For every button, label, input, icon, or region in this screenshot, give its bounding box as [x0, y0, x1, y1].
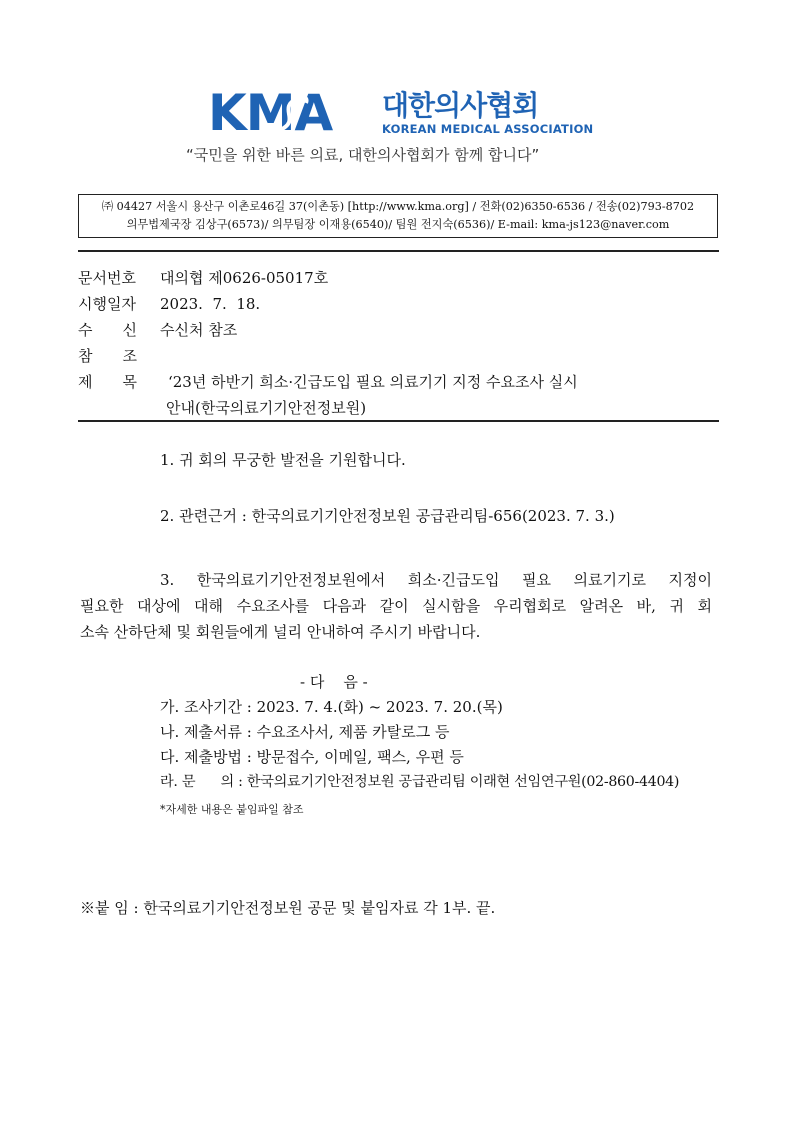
- item-documents: 나. 제출서류 : 수요조사서, 제품 카탈로그 등: [160, 723, 450, 741]
- recipient-row: [78, 320, 237, 340]
- contact-box: [78, 194, 718, 238]
- reference-label-a: 참: [78, 347, 93, 365]
- paragraph-3-line-3: 소속 산하단체 및 회원들에게 널리 안내하여 주시기 바랍니다.: [80, 623, 481, 641]
- item-method: 다. 제출방법 : 방문접수, 이메일, 팩스, 우편 등: [160, 748, 464, 766]
- item-period: 가. 조사기간 : 2023. 7. 4.(화) ~ 2023. 7. 20.(목): [160, 698, 503, 716]
- next-heading: - 다 음 -: [300, 673, 368, 691]
- logo-letters: KMA: [208, 84, 333, 142]
- contact-staff-line: 의무법제국장 김상구(6573)/ 의무팀장 이재용(6540)/ 팀원 전지숙(6536)/ E-mail: kma-js123@naver.com: [126, 218, 670, 231]
- contact-address-line: ㈜ 04427 서울시 용산구 이촌로46길 37(이촌동) [http://www.kma.org] / 전화(02)6350-6536 / 전송(02)793-8702: [101, 200, 695, 213]
- paragraph-3-line-1: 3. 한국의료기기안전정보원에서 희소·긴급도입 필요 의료기기로 지정이: [160, 571, 712, 589]
- recipient-value: 수신처 참조: [160, 321, 238, 339]
- logo-korean-name: 대한의사협회: [382, 89, 539, 122]
- attachment-line: ※붙 임 : 한국의료기기안전정보원 공문 및 붙임자료 각 1부. 끝.: [80, 899, 496, 917]
- doc-number-value: 대의협 제0626-05017호: [160, 269, 329, 287]
- date-value: 2023. 7. 18.: [160, 295, 261, 313]
- subject-row: [78, 372, 578, 392]
- subject-line-1: ‘23년 하반기 희소·긴급도입 필요 의료기기 지정 수요조사 실시: [168, 373, 578, 391]
- logo-english-name: KOREAN MEDICAL ASSOCIATION: [382, 122, 594, 136]
- recipient-label-b: 신: [122, 321, 137, 339]
- divider-top: [78, 250, 719, 252]
- doc-number-label: 문서번호: [78, 269, 136, 287]
- subject-label-a: 제: [78, 373, 93, 391]
- paragraph-2: 2. 관련근거 : 한국의료기기안전정보원 공급관리팀-656(2023. 7. 3.): [160, 507, 615, 525]
- recipient-label-a: 수: [78, 321, 93, 339]
- attachment-note: *자세한 내용은 붙임파일 참조: [160, 803, 304, 816]
- doc-number-row: [78, 268, 328, 288]
- paragraph-3-line-2: 필요한 대상에 대해 수요조사를 다음과 같이 실시함을 우리협회로 알려온 바, 귀 회: [80, 597, 712, 615]
- slogan: “국민을 위한 바른 의료, 대한의사협회가 함께 합니다”: [186, 146, 540, 164]
- kma-logo: [186, 78, 606, 178]
- subject-line-2: 안내(한국의료기기안전정보원): [166, 399, 367, 417]
- date-row: [78, 294, 260, 314]
- divider-bottom: [78, 420, 719, 422]
- item-inquiry: 라. 문 의 : 한국의료기기안전정보원 공급관리팀 이래현 선임연구원(02-860-4404): [160, 774, 680, 790]
- paragraph-1: 1. 귀 회의 무궁한 발전을 기원합니다.: [160, 451, 406, 469]
- caduceus-snake-icon: [272, 90, 310, 134]
- reference-label-b: 조: [122, 347, 137, 365]
- reference-row: [78, 346, 160, 366]
- date-label: 시행일자: [78, 295, 136, 313]
- subject-label-b: 목: [122, 373, 137, 391]
